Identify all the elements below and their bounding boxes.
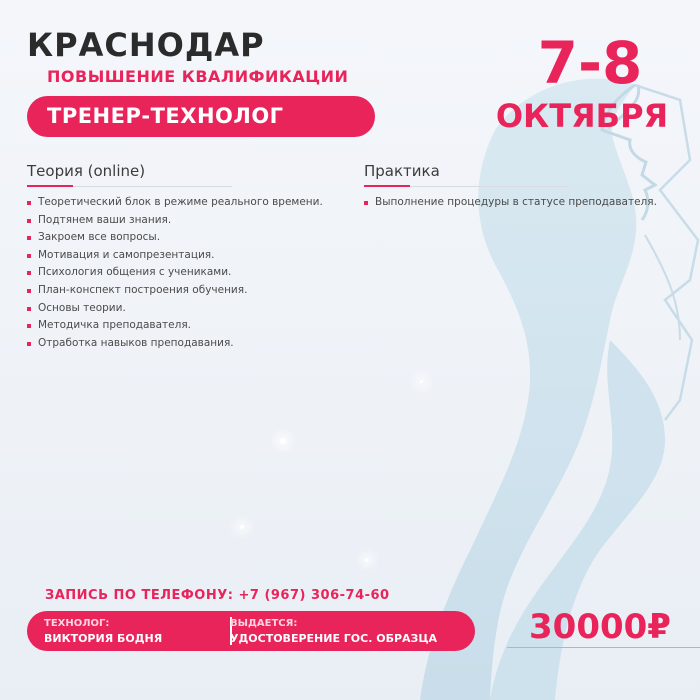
date-days: 7-8 [537,29,643,97]
list-item: Отработка навыков преподавания. [27,335,323,353]
practice-list [364,194,657,212]
woman-profile-silhouette-icon [380,40,700,700]
course-name-pill [27,96,375,137]
city-title: КРАСНОДАР [27,26,265,64]
course-name: ТРЕНЕР-ТЕХНОЛОГ [47,104,284,128]
list-item: Психология общения с учениками. [27,264,323,282]
list-item: Выполнение процедуры в статусе преподавателя. [364,194,657,212]
practice-title: Практика [364,162,440,180]
list-item: Основы теории. [27,300,323,318]
theory-title: Теория (online) [27,162,146,180]
list-item: Закроем все вопросы. [27,229,323,247]
technologist-name: ВИКТОРИЯ БОДНЯ [44,632,163,645]
sparkle-icon [420,380,423,383]
list-item: Теоретический блок в режиме реального времени. [27,194,323,212]
date-month: ОКТЯБРЯ [495,97,669,135]
issued-label-text: ВЫДАЕТСЯ: [230,618,298,629]
phone-line[interactable]: ЗАПИСЬ ПО ТЕЛЕФОНУ: +7 (967) 306-74-60 [45,588,390,603]
list-item: Подтянем ваши знания. [27,212,323,230]
list-item: Мотивация и самопрезентация. [27,247,323,265]
issued-value: УДОСТОВЕРЕНИЕ ГОС. ОБРАЗЦА [230,632,438,645]
info-pill [27,611,475,651]
theory-accent [27,185,73,187]
sparkle-icon [280,438,286,444]
price-underline [507,647,700,648]
price: 30000₽ [529,607,671,647]
theory-list [27,194,323,352]
technologist-label: ТЕХНОЛОГ: [44,618,110,629]
sparkle-icon [240,525,244,529]
course-subtitle: ПОВЫШЕНИЕ КВАЛИФИКАЦИИ [47,67,349,86]
list-item: Методичка преподавателя. [27,317,323,335]
practice-accent [364,185,410,187]
list-item: План-конспект построения обучения. [27,282,323,300]
sparkle-icon [365,558,369,562]
